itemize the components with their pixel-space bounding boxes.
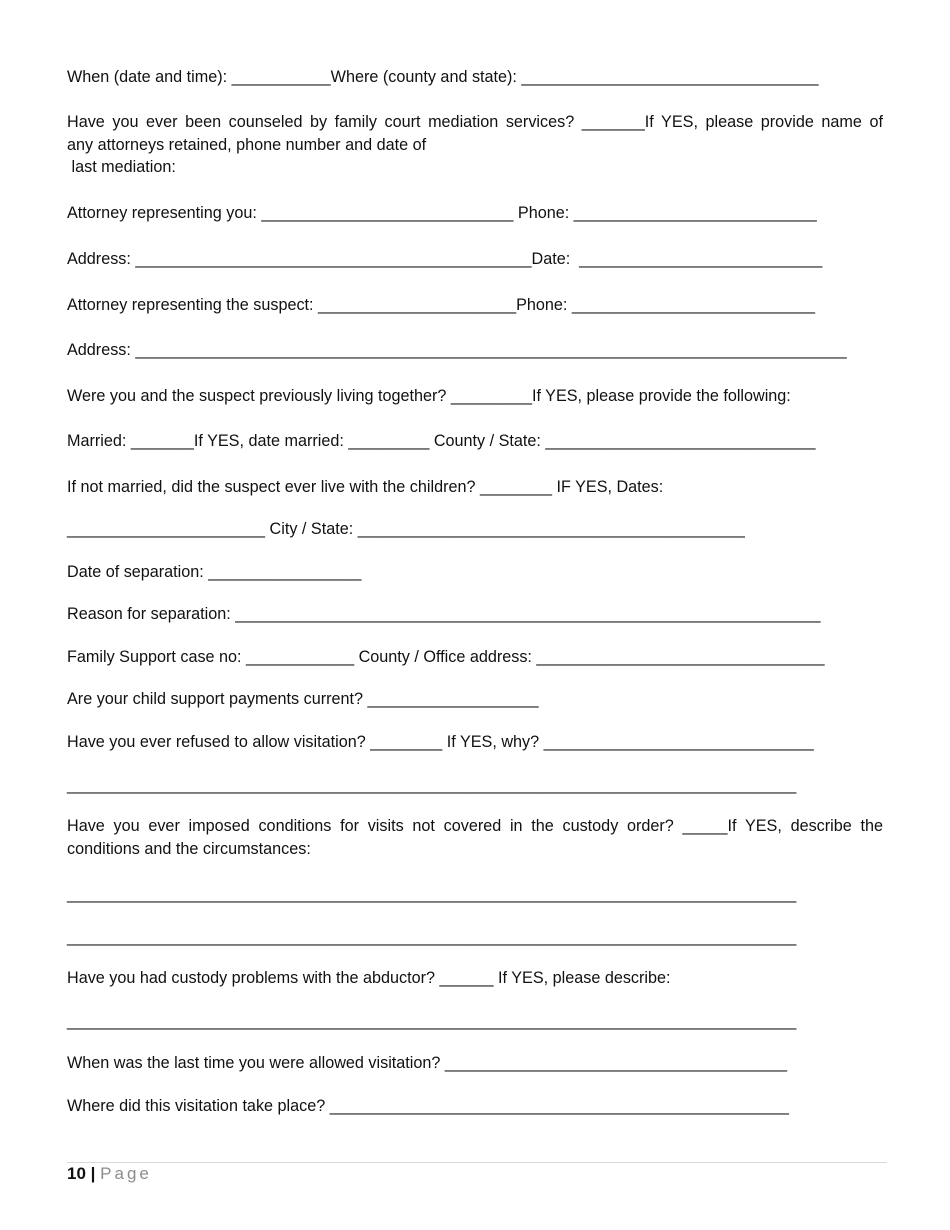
attorney-you-line[interactable]: Attorney representing you: ____________________________ Phone: ___________________________	[67, 204, 817, 222]
footer-divider	[67, 1162, 887, 1163]
blank-answer-line[interactable]: _________________________________________________________________________________	[67, 1012, 797, 1030]
address-date-line[interactable]: Address: ____________________________________________Date: ___________________________	[67, 250, 823, 268]
custody-problems-line[interactable]: Have you had custody problems with the abductor? ______ If YES, please describe:	[67, 969, 671, 987]
refused-visitation-line[interactable]: Have you ever refused to allow visitation? ________ If YES, why? ______________________________	[67, 733, 814, 751]
when-where-line[interactable]: When (date and time): ___________Where (county and state): _________________________________	[67, 68, 819, 86]
page-footer	[67, 1163, 152, 1185]
not-married-line[interactable]: If not married, did the suspect ever live with the children? ________ IF YES, Dates:	[67, 478, 664, 496]
child-support-line[interactable]: Are your child support payments current? ___________________	[67, 690, 539, 708]
last-visitation-line[interactable]: When was the last time you were allowed visitation? ______________________________________	[67, 1054, 787, 1072]
dates-city-state-line[interactable]: ______________________ City / State: ___________________________________________	[67, 520, 745, 538]
page-label: Page	[100, 1164, 152, 1183]
married-line[interactable]: Married: _______If YES, date married: _________ County / State: ______________________________	[67, 432, 816, 450]
visitation-place-line[interactable]: Where did this visitation take place? ___________________________________________________	[67, 1097, 789, 1115]
mediation-question	[67, 111, 883, 179]
living-together-line[interactable]: Were you and the suspect previously living together? _________If YES, please provide the following:	[67, 387, 791, 405]
mediation-question-line-2: any attorneys retained, phone number and date of	[67, 135, 427, 154]
attorney-suspect-line[interactable]: Attorney representing the suspect: ______________________Phone: ___________________________	[67, 296, 815, 314]
footer-separator: |	[90, 1164, 96, 1183]
family-support-line[interactable]: Family Support case no: ____________ County / Office address: ________________________________	[67, 648, 825, 666]
blank-answer-line[interactable]: _________________________________________________________________________________	[67, 928, 797, 946]
conditions-question-line-1[interactable]: Have you ever imposed conditions for visits not covered in the custody order? _____If YES, describe the	[67, 817, 883, 835]
date-separation-line[interactable]: Date of separation: _________________	[67, 563, 362, 581]
conditions-question	[67, 815, 883, 860]
suspect-address-line[interactable]: Address: _______________________________________________________________________________	[67, 341, 847, 359]
blank-answer-line[interactable]: _________________________________________________________________________________	[67, 885, 797, 903]
mediation-question-line-1[interactable]: Have you ever been counseled by family court mediation services? _______If YES, please provide name of	[67, 113, 883, 131]
reason-separation-line[interactable]: Reason for separation: _________________________________________________________________	[67, 605, 821, 623]
blank-answer-line[interactable]: _________________________________________________________________________________	[67, 776, 797, 794]
conditions-question-line-2: conditions and the circumstances:	[67, 839, 311, 858]
page-number: 10	[67, 1164, 86, 1183]
mediation-question-line-3: last mediation:	[67, 158, 176, 176]
